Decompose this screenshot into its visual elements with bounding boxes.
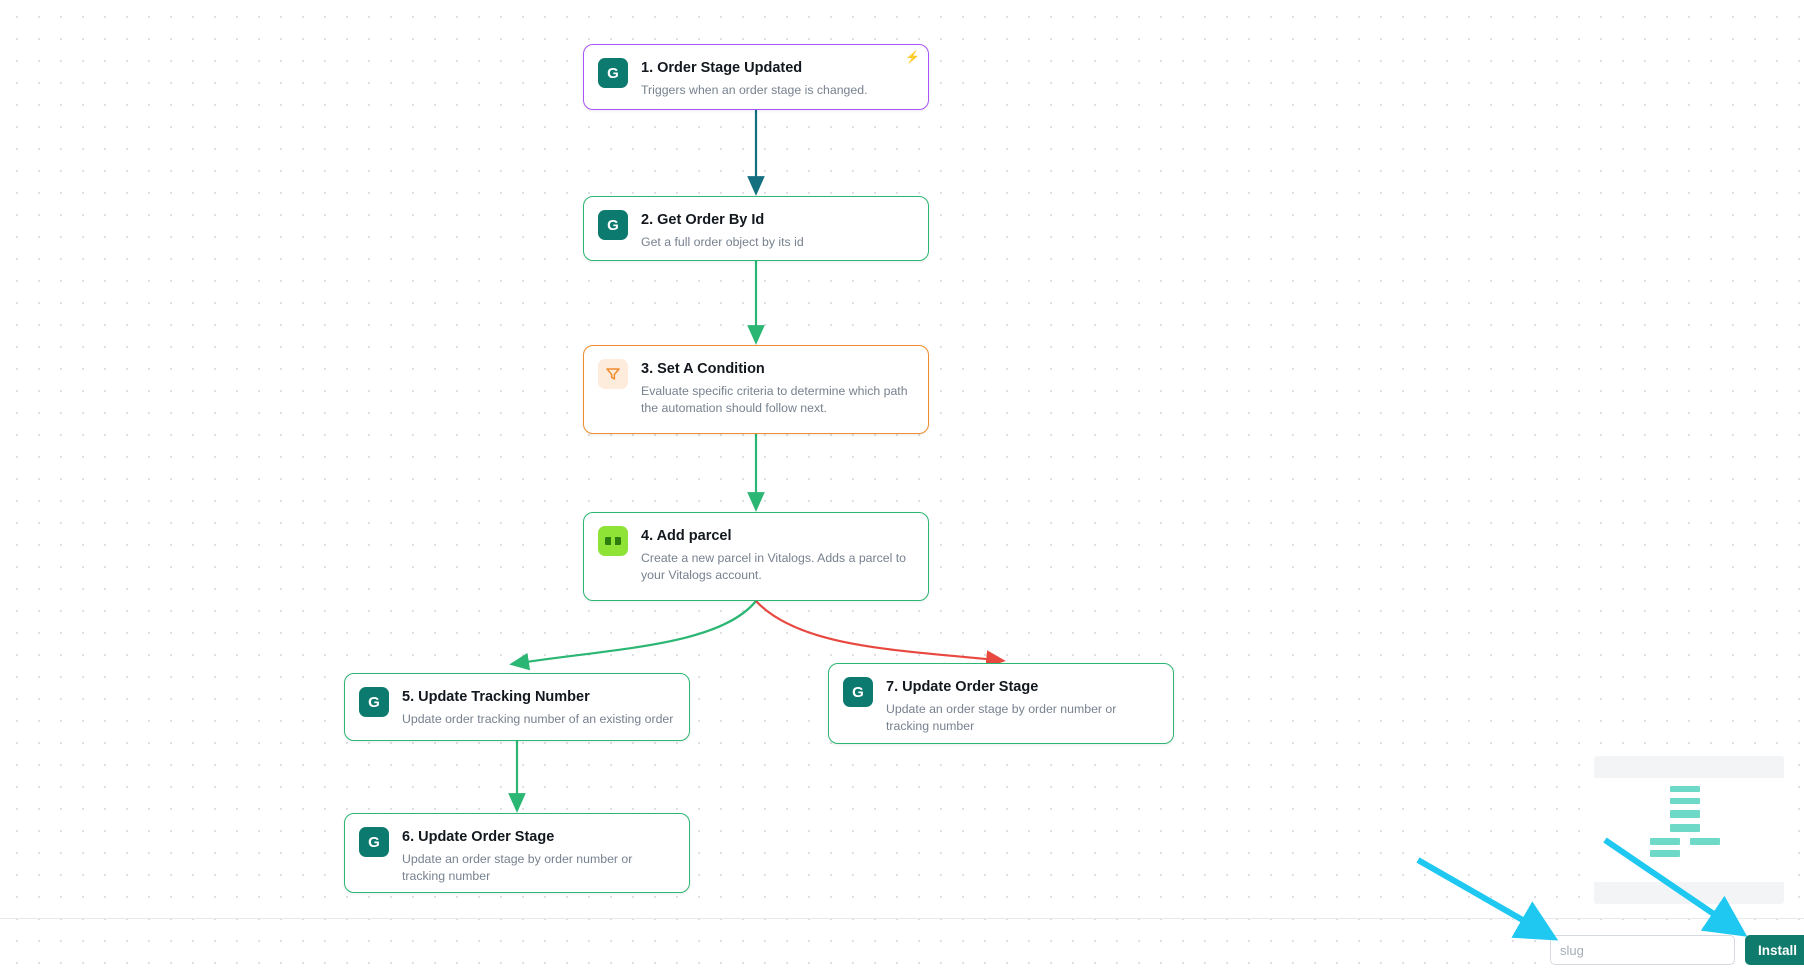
node-title: 4. Add parcel xyxy=(641,528,732,544)
node-description: Evaluate specific criteria to determine which path the automation should follow next. xyxy=(641,384,908,415)
minimap-node xyxy=(1670,786,1700,792)
minimap-node xyxy=(1650,850,1680,857)
node-description: Triggers when an order stage is changed. xyxy=(641,83,868,98)
install-button[interactable]: Install xyxy=(1745,935,1804,965)
edge-4-to-7-failure xyxy=(756,601,996,660)
slug-input[interactable] xyxy=(1550,935,1735,965)
gelato-g-icon: G xyxy=(359,827,389,857)
node-description: Update an order stage by order number or tracking number xyxy=(886,702,1117,733)
workflow-node-update-tracking-number[interactable] xyxy=(344,673,690,741)
workflow-node-update-order-stage-6[interactable] xyxy=(344,813,690,893)
node-description: Create a new parcel in Vitalogs. Adds a parcel to your Vitalogs account. xyxy=(641,551,906,582)
gelato-g-icon: G xyxy=(359,687,389,717)
parcel-icon xyxy=(598,526,628,556)
gelato-g-icon: G xyxy=(598,58,628,88)
node-title: 2. Get Order By Id xyxy=(641,212,765,228)
minimap-node xyxy=(1670,824,1700,832)
minimap-node xyxy=(1690,838,1720,845)
workflow-node-get-order-by-id[interactable] xyxy=(583,196,929,261)
node-title: 7. Update Order Stage xyxy=(886,679,1039,695)
workflow-node-set-a-condition[interactable] xyxy=(583,345,929,434)
workflow-node-order-stage-updated[interactable] xyxy=(583,44,929,110)
gelato-g-icon: G xyxy=(843,677,873,707)
bolt-icon: ⚡ xyxy=(905,50,920,64)
node-title: 5. Update Tracking Number xyxy=(402,689,590,705)
minimap-node xyxy=(1670,810,1700,818)
install-bar xyxy=(1550,935,1804,965)
bottom-divider xyxy=(0,918,1804,919)
node-title: 1. Order Stage Updated xyxy=(641,60,803,76)
funnel-icon xyxy=(598,359,628,389)
node-description: Update order tracking number of an existing order xyxy=(402,712,674,727)
node-description: Update an order stage by order number or tracking number xyxy=(402,852,633,883)
minimap-node xyxy=(1670,798,1700,804)
annotation-arrow-to-slug-input xyxy=(1418,860,1540,930)
node-title: 6. Update Order Stage xyxy=(402,829,555,845)
node-title: 3. Set A Condition xyxy=(641,361,765,377)
workflow-node-add-parcel[interactable] xyxy=(583,512,929,601)
workflow-node-update-order-stage-7[interactable] xyxy=(828,663,1174,744)
minimap-viewport xyxy=(1594,778,1784,882)
gelato-g-icon: G xyxy=(598,210,628,240)
minimap[interactable] xyxy=(1594,756,1784,904)
node-description: Get a full order object by its id xyxy=(641,235,804,250)
edge-4-to-5-success xyxy=(519,601,756,663)
minimap-node xyxy=(1650,838,1680,845)
